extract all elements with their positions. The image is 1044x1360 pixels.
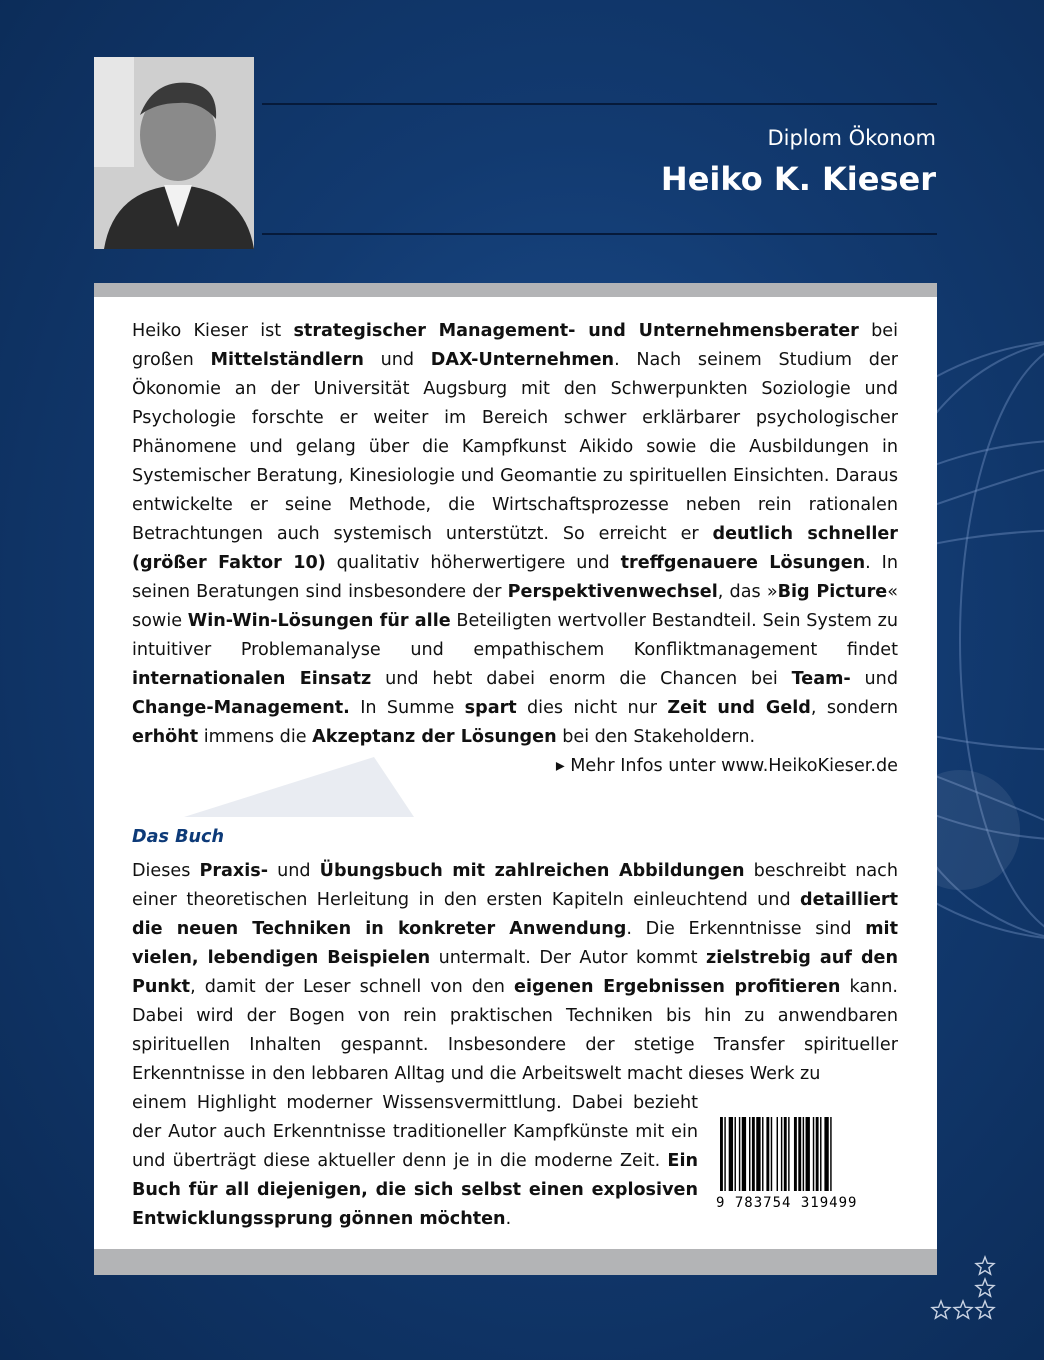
isbn-number: 9 783754 319499	[716, 1195, 858, 1211]
bio-text: , das »	[717, 582, 778, 602]
stars-decoration	[930, 1255, 1000, 1325]
bio-highlight: Zeit und Geld	[667, 698, 811, 718]
bio-text: und	[363, 350, 431, 370]
barcode-bar	[749, 1117, 750, 1191]
more-info-link[interactable]: ▸ Mehr Infos unter www.HeikoKieser.de	[555, 756, 898, 776]
barcode-bar	[781, 1117, 782, 1191]
book-text: .	[505, 1209, 512, 1229]
bio-highlight: erhöht	[132, 727, 199, 747]
bio-highlight: Win-Win-Lösungen für alle	[187, 611, 451, 631]
barcode-bar	[806, 1117, 810, 1191]
bio-text: . In seinen Beratungen sind insbesondere der	[132, 553, 898, 602]
book-text: , damit der Leser schnell von den	[190, 977, 515, 997]
book-text: einem Highlight moderner Wissensvermittlung. Dabei bezieht der Autor auch Erkenntnisse traditioneller Kampfkünste mit ein und überträgt diese aktueller denn je in die moderne Zeit.	[132, 1093, 698, 1171]
bio-highlight: Big Picture	[777, 582, 888, 602]
book-text: und	[268, 861, 320, 881]
bio-highlight: Akzeptanz der Lösungen	[312, 727, 557, 747]
bio-highlight: strategischer Management- und Unternehmensberater	[293, 321, 859, 341]
book-highlight: Übungsbuch mit zahlreichen Abbildungen	[319, 861, 745, 881]
isbn-barcode	[716, 1115, 878, 1221]
bio-text: , sondern	[810, 698, 898, 718]
book-text: kann. Dabei wird der Bogen von rein praktischen Techniken bis hin zu anwendbaren spirituellen Inhalten gespannt. Insbesondere der stetige Transfer spiritueller Erkenntnisse in den lebbaren Alltag und die Arbeitswelt macht dieses Werk zu	[132, 977, 899, 1084]
bio-text: bei den Stakeholdern.	[556, 727, 756, 747]
barcode-bar	[752, 1117, 755, 1191]
barcode-bar	[724, 1117, 725, 1191]
barcode-bar	[729, 1117, 733, 1191]
book-highlight: detailliert die neuen Techniken in konkreter Anwendung	[132, 890, 898, 939]
barcode-bar	[739, 1117, 740, 1191]
star-icon	[976, 1301, 994, 1318]
book-text: beschreibt nach einer theoretischen Herleitung in den ersten Kapiteln einleuchtend und	[132, 861, 898, 910]
bio-text: bei großen	[132, 321, 898, 370]
header-rule-bottom	[262, 233, 937, 235]
book-section-heading: Das Buch	[132, 827, 224, 847]
panel-bottom-bar	[94, 1249, 937, 1275]
barcode-bar	[762, 1117, 763, 1191]
bio-text: Beteiligten wertvoller Bestandteil. Sein System zu intuitiver Problemanalyse und empathischem Konfliktmanagement findet	[132, 611, 898, 660]
bio-text: immens die	[198, 727, 313, 747]
author-bio	[132, 317, 898, 781]
star-icon	[954, 1301, 972, 1318]
author-name: Heiko K. Kieser	[660, 160, 936, 198]
barcode-bar	[803, 1117, 804, 1191]
bio-highlight: Team-	[791, 669, 851, 689]
bio-highlight: Change-Management.	[132, 698, 350, 718]
bio-text: « sowie	[132, 582, 898, 631]
barcode-bar	[766, 1117, 769, 1191]
barcode-bar	[788, 1117, 789, 1191]
bio-text: Heiko Kieser ist	[132, 321, 294, 341]
book-highlight: zielstrebig auf den Punkt	[132, 948, 898, 997]
barcode-bar	[771, 1117, 772, 1191]
barcode-bar	[798, 1117, 801, 1191]
header-rule-top	[262, 103, 937, 105]
star-icon	[976, 1257, 994, 1274]
barcode-bar	[742, 1117, 746, 1191]
bio-text: und hebt dabei enorm die Chancen bei	[371, 669, 792, 689]
book-highlight: Ein Buch für all diejenigen, die sich selbst einen explosiven Entwicklungssprung gönnen möchten	[132, 1151, 698, 1229]
book-text: Dieses	[132, 861, 200, 881]
barcode-bar	[816, 1117, 819, 1191]
barcode-bar	[720, 1117, 723, 1191]
content-panel	[94, 297, 937, 1249]
book-highlight: Praxis-	[199, 861, 269, 881]
bio-highlight: treffgenauere Lösungen	[620, 553, 866, 573]
star-icon	[932, 1301, 950, 1318]
bio-highlight: DAX-Unternehmen	[430, 350, 615, 370]
bio-highlight: Perspektivenwechsel	[507, 582, 718, 602]
book-text: untermalt. Der Autor kommt	[430, 948, 706, 968]
book-highlight: mit vielen, lebendigen Beispielen	[132, 919, 898, 968]
barcode-bar	[777, 1117, 778, 1191]
bio-highlight: spart	[464, 698, 517, 718]
panel-top-bar	[94, 283, 937, 297]
barcode-bar	[756, 1117, 760, 1191]
barcode-bars	[716, 1115, 878, 1195]
barcode-bar	[824, 1117, 828, 1191]
barcode-bar	[820, 1117, 821, 1191]
bio-text: qualitativ höherwertigere und	[325, 553, 621, 573]
bio-highlight: internationalen Einsatz	[132, 669, 372, 689]
bio-highlight: Mittelständlern	[210, 350, 364, 370]
bio-text: dies nicht nur	[516, 698, 668, 718]
star-icon	[976, 1279, 994, 1296]
barcode-bar	[794, 1117, 797, 1191]
bio-text: . Nach seinem Studium der Ökonomie an der Universität Augsburg mit den Schwerpunkten Soziologie und Psychologie forschte er weiter im Bereich schwer erklärbarer psychologischer Phänomene und gelang über die Kampfkunst Aikido sowie die Ausbildungen in Systemischer Beratung, Kinesiologie und Geomantie zu spirituellen Einsichten. Daraus entwickelte er seine Methode, die Wirtschaftsprozesse neben rein rationalen Betrachtungen auch systemisch unterstützt. So erreicht er	[132, 350, 898, 544]
book-text-column	[132, 1089, 698, 1234]
barcode-bar	[735, 1117, 736, 1191]
book-text: . Die Erkenntnisse sind	[626, 919, 866, 939]
bio-text: In Summe	[349, 698, 465, 718]
barcode-bar	[813, 1117, 814, 1191]
bio-highlight: deutlich schneller (größer Faktor 10)	[132, 524, 898, 573]
author-photo	[94, 57, 254, 249]
bio-text: und	[850, 669, 898, 689]
barcode-bar	[784, 1117, 787, 1191]
barcode-bar	[830, 1117, 831, 1191]
book-highlight: eigenen Ergebnissen profitieren	[514, 977, 841, 997]
author-title: Diplom Ökonom	[767, 126, 936, 150]
